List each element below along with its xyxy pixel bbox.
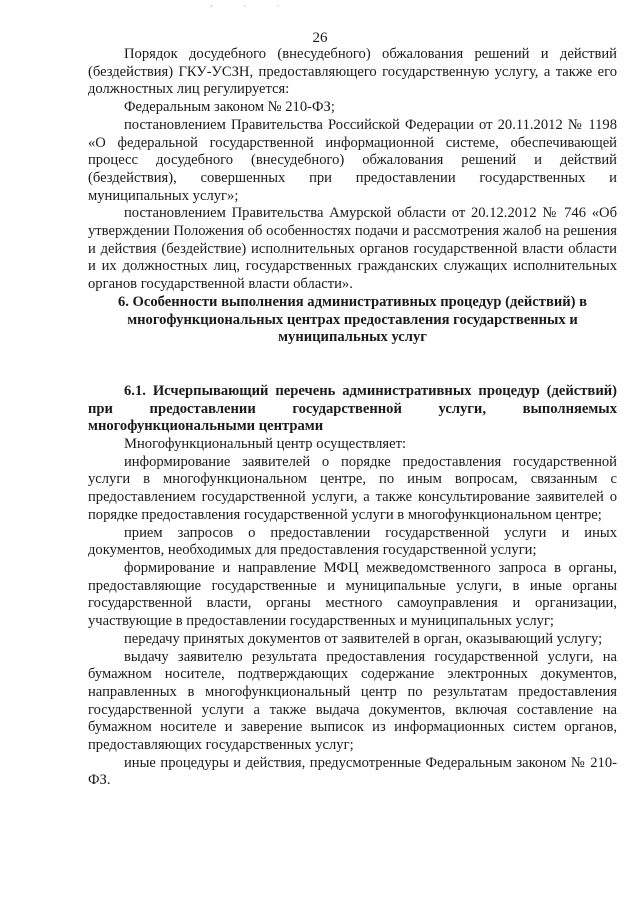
paragraph: формирование и направление МФЦ межведомственного запроса в органы, предоставляющие государственные и муниципальные услуги, в иные органы государственной власти, органы местного самоуправления и организации, участвующие в предоставлении государственных и муниципальных услуг; bbox=[88, 559, 617, 630]
subsection-6-1-heading: 6.1. Исчерпывающий перечень административных процедур (действий) при предоставлении государственной услуги, выполняемых многофункциональными центрами bbox=[88, 382, 617, 435]
document-body bbox=[88, 46, 617, 790]
paragraph: постановлением Правительства Амурской области от 20.12.2012 № 746 «Об утверждении Положения об особенностях подачи и рассмотрения жалоб на решения и действия (бездействие) исполнительных органов государственной власти области и их должностных лиц, государственных гражданских служащих исполнительных органов государственной власти области». bbox=[88, 205, 617, 293]
paragraph: Федеральным законом № 210-ФЗ; bbox=[124, 99, 335, 116]
scan-specks: ` ˙ ˙ bbox=[210, 4, 294, 14]
paragraph: выдачу заявителю результата предоставления государственной услуги, на бумажном носителе, подтверждающих содержание электронных документов, направленных в многофункциональный центр по результатам предоставления государственной услуги а также выдача документов, включая составление на бумажном носителе и заверение выписок из информационных систем органов, предоставляющих государственных услуг; bbox=[88, 648, 617, 754]
paragraph: информирование заявителей о порядке предоставления государственной услуги в многофункциональном центре, по иным вопросам, связанным с предоставлением государственной услуги, а также консультирование заявителей о порядке предоставления государственной услуги в многофункциональном центре; bbox=[88, 453, 617, 523]
page-number: 26 bbox=[312, 30, 328, 46]
section-6-heading: 6. Особенности выполнения административных процедур (действий) в многофункциональных центрах предоставления государственных и муниципальных услуг bbox=[117, 293, 588, 346]
paragraph: постановлением Правительства Российской Федерации от 20.11.2012 № 1198 «О федеральной государственной информационной системе, обеспечивающей процесс досудебного (внесудебного) обжалования решений и действий (бездействия), совершенных при предоставлении государственных и муниципальных услуг»; bbox=[88, 116, 617, 204]
paragraph: прием запросов о предоставлении государственной услуги и иных документов, необходимых для предоставления государственной услуги; bbox=[88, 524, 617, 559]
paragraph: Многофункциональный центр осуществляет: bbox=[124, 436, 407, 453]
paragraph: передачу принятых документов от заявителей в орган, оказывающий услугу; bbox=[124, 630, 603, 647]
paragraph: Порядок досудебного (внесудебного) обжалования решений и действий (бездействия) ГКУ-УСЗН, предоставляющего государственную услугу, а также его должностных лиц регулируется: bbox=[88, 46, 617, 98]
paragraph: иные процедуры и действия, предусмотренные Федеральным законом № 210-ФЗ. bbox=[88, 754, 617, 789]
